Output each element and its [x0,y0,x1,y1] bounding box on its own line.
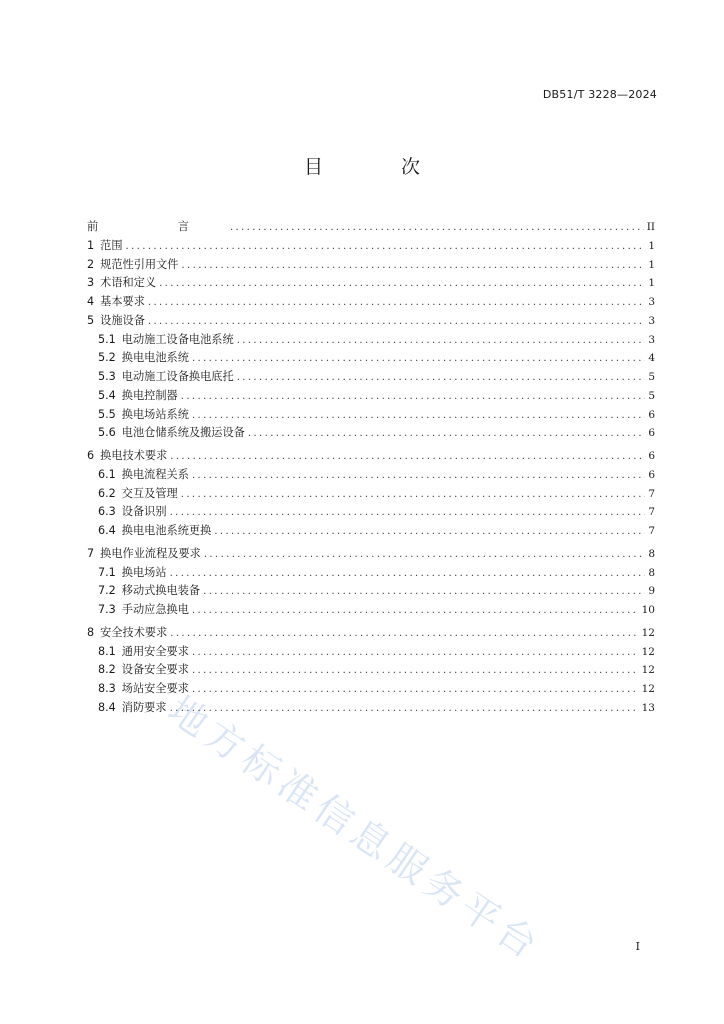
toc-dot-leader [237,369,646,388]
toc-entry-number: 8.4 [98,700,116,714]
toc-entry-page: 6 [648,427,655,440]
toc-entry-page: 9 [648,585,655,598]
toc-entry[interactable] [87,274,655,293]
toc-entry-page: 7 [648,506,655,519]
toc-entry-title: 换电作业流程及要求 [100,546,201,560]
toc-entry-title: 术语和定义 [100,276,157,290]
toc-dot-leader [148,313,645,332]
toc-entry-page: 3 [648,314,655,327]
toc-entry-title: 设备识别 [121,505,167,519]
toc-entry-number: 5.5 [98,407,116,421]
toc-dot-leader [203,583,645,602]
toc-dot-leader [126,238,646,257]
toc-entry-number: 8.1 [98,644,116,658]
toc-entry-page: 5 [648,371,655,383]
toc-entry-number: 6 [87,449,95,462]
toc-entry-title: 电动施工设备换电底托 [121,370,234,383]
toc-entry[interactable] [87,293,655,312]
toc-dot-leader [230,219,644,238]
toc-entry[interactable] [87,331,655,350]
toc-entry[interactable] [87,485,655,504]
toc-entry-page: 12 [641,683,655,695]
toc-entry[interactable] [87,564,655,583]
toc-entry-title: 范围 [100,238,123,252]
toc-entry-title: 场站安全要求 [121,682,189,695]
page-title: 目 次 [303,156,457,178]
toc-dot-leader [192,681,639,700]
toc-entry[interactable] [87,661,655,680]
toc-entry[interactable] [87,503,655,522]
toc-entry-number: 8.2 [98,663,116,677]
toc-entry[interactable] [87,624,655,643]
toc-entry[interactable] [87,447,655,466]
toc-entry-number: 5.6 [98,426,116,440]
toc-entry[interactable] [87,522,655,541]
toc-entry-title: 换电场站系统 [121,407,189,421]
toc-entry-page: 8 [648,566,655,579]
toc-entry-title: 电动施工设备电池系统 [121,332,234,346]
toc-dot-leader [237,332,646,351]
toc-entry-number: 7.3 [98,603,116,616]
toc-entry-title: 移动式换电装备 [121,584,201,598]
toc-entry-page: 5 [648,389,655,402]
toc-entry-number: 8 [87,625,95,639]
toc-entry[interactable] [87,406,655,425]
toc-entry[interactable] [87,582,655,601]
toc-entry-title: 换电技术要求 [100,449,168,462]
standard-code: DB51/T 3228—2024 [542,88,657,101]
toc-entry-number: 1 [87,238,95,252]
toc-entry[interactable] [87,256,655,275]
toc-entry-title: 手动应急换电 [121,603,189,616]
toc-entry-title: 通用安全要求 [121,644,189,658]
toc-entry-number: 6.3 [98,505,116,519]
toc-entry-number: 5.1 [98,332,116,346]
toc-entry-title: 设备安全要求 [121,663,189,677]
toc-entry-title: 换电电池系统 [121,351,189,365]
toc-entry[interactable] [87,643,655,662]
toc-entry-page: 1 [648,258,655,271]
toc-entry-title: 安全技术要求 [100,625,168,639]
toc-entry-page: 10 [641,604,655,616]
toc-entry-title: 规范性引用文件 [100,257,179,271]
toc-entry-number: 5.4 [98,388,116,402]
toc-dot-leader [248,425,645,444]
toc-entry-page: 8 [648,547,655,560]
toc-entry-number: 6.1 [98,467,116,481]
toc-dot-leader [170,565,646,584]
toc-entry-title: 电池仓储系统及搬运设备 [121,426,245,440]
toc-entry[interactable] [87,349,655,368]
toc-entry-number: 5 [87,313,95,327]
toc-entry[interactable] [87,387,655,406]
toc-entry-number: 6.2 [98,486,116,500]
toc-entry[interactable] [87,601,655,620]
toc-dot-leader [170,504,646,523]
toc-dot-leader [204,546,645,565]
toc-entry-number: 4 [87,295,95,308]
toc-dot-leader [159,275,645,294]
toc-entry-page: 1 [648,277,655,290]
toc-entry-number: 7 [87,546,95,560]
toc-dot-leader [214,523,645,542]
toc-entry-number: 2 [87,257,95,271]
toc-entry[interactable] [87,237,655,256]
toc-entry[interactable] [87,368,655,387]
toc-entry-number: 7.2 [98,584,116,598]
toc-entry[interactable] [87,680,655,699]
toc-dot-leader [192,407,645,426]
toc-dot-leader [192,467,645,486]
toc-entry-number: 5.2 [98,351,116,365]
toc-entry-page: 6 [648,408,655,421]
page-number: I [635,940,640,953]
toc-dot-leader [181,257,645,276]
toc-entry-page: 12 [641,645,655,658]
toc-dot-leader [192,644,639,663]
toc-dot-leader [170,625,638,644]
toc-entry-page: 7 [648,487,655,500]
toc-entry-number: 5.3 [98,370,116,383]
toc-entry-number: 8.3 [98,682,116,695]
toc-entry-page: 12 [641,664,655,677]
toc-entry-title: 换电流程关系 [121,467,189,481]
toc-entry-title: 换电场站 [121,565,167,579]
toc-entry-title: 设施设备 [100,313,145,327]
toc-entry-page: 1 [648,239,655,252]
toc-entry-title: 基本要求 [100,295,145,308]
table-of-contents [87,218,655,718]
toc-dot-leader [192,602,639,621]
toc-entry[interactable] [87,312,655,331]
toc-entry-page: 3 [648,333,655,346]
toc-dot-leader [192,350,645,369]
toc-entry[interactable] [87,545,655,564]
toc-entry-page: 12 [641,626,655,639]
toc-entry-page: 4 [648,352,655,365]
toc-entry-title: 交互及管理 [121,486,178,500]
watermark: 地方标准信息服务平台 [160,687,550,970]
toc-dot-leader [148,294,645,313]
toc-entry-title: 换电电池系统更换 [121,524,212,537]
toc-entry-page: 3 [648,296,655,308]
toc-entry-page: 13 [641,701,655,714]
toc-dot-leader [181,486,646,505]
toc-entry-title: 换电控制器 [121,388,178,402]
toc-dot-leader [170,700,639,719]
toc-entry-title: 前 言 [87,220,227,233]
toc-dot-leader [192,662,639,681]
toc-entry-number: 7.1 [98,565,116,579]
toc-entry-title: 消防要求 [121,700,167,714]
toc-entry-number: 3 [87,276,95,290]
toc-entry[interactable] [87,466,655,485]
toc-entry-page: 6 [648,468,655,481]
toc-entry[interactable] [87,699,655,718]
toc-entry-page: 7 [648,525,655,537]
toc-dot-leader [170,448,645,467]
toc-entry-page: II [646,221,655,233]
toc-entry-number: 6.4 [98,524,116,537]
toc-entry[interactable] [87,424,655,443]
toc-entry[interactable] [87,218,655,237]
toc-dot-leader [181,388,646,407]
toc-entry-page: 6 [648,450,655,462]
